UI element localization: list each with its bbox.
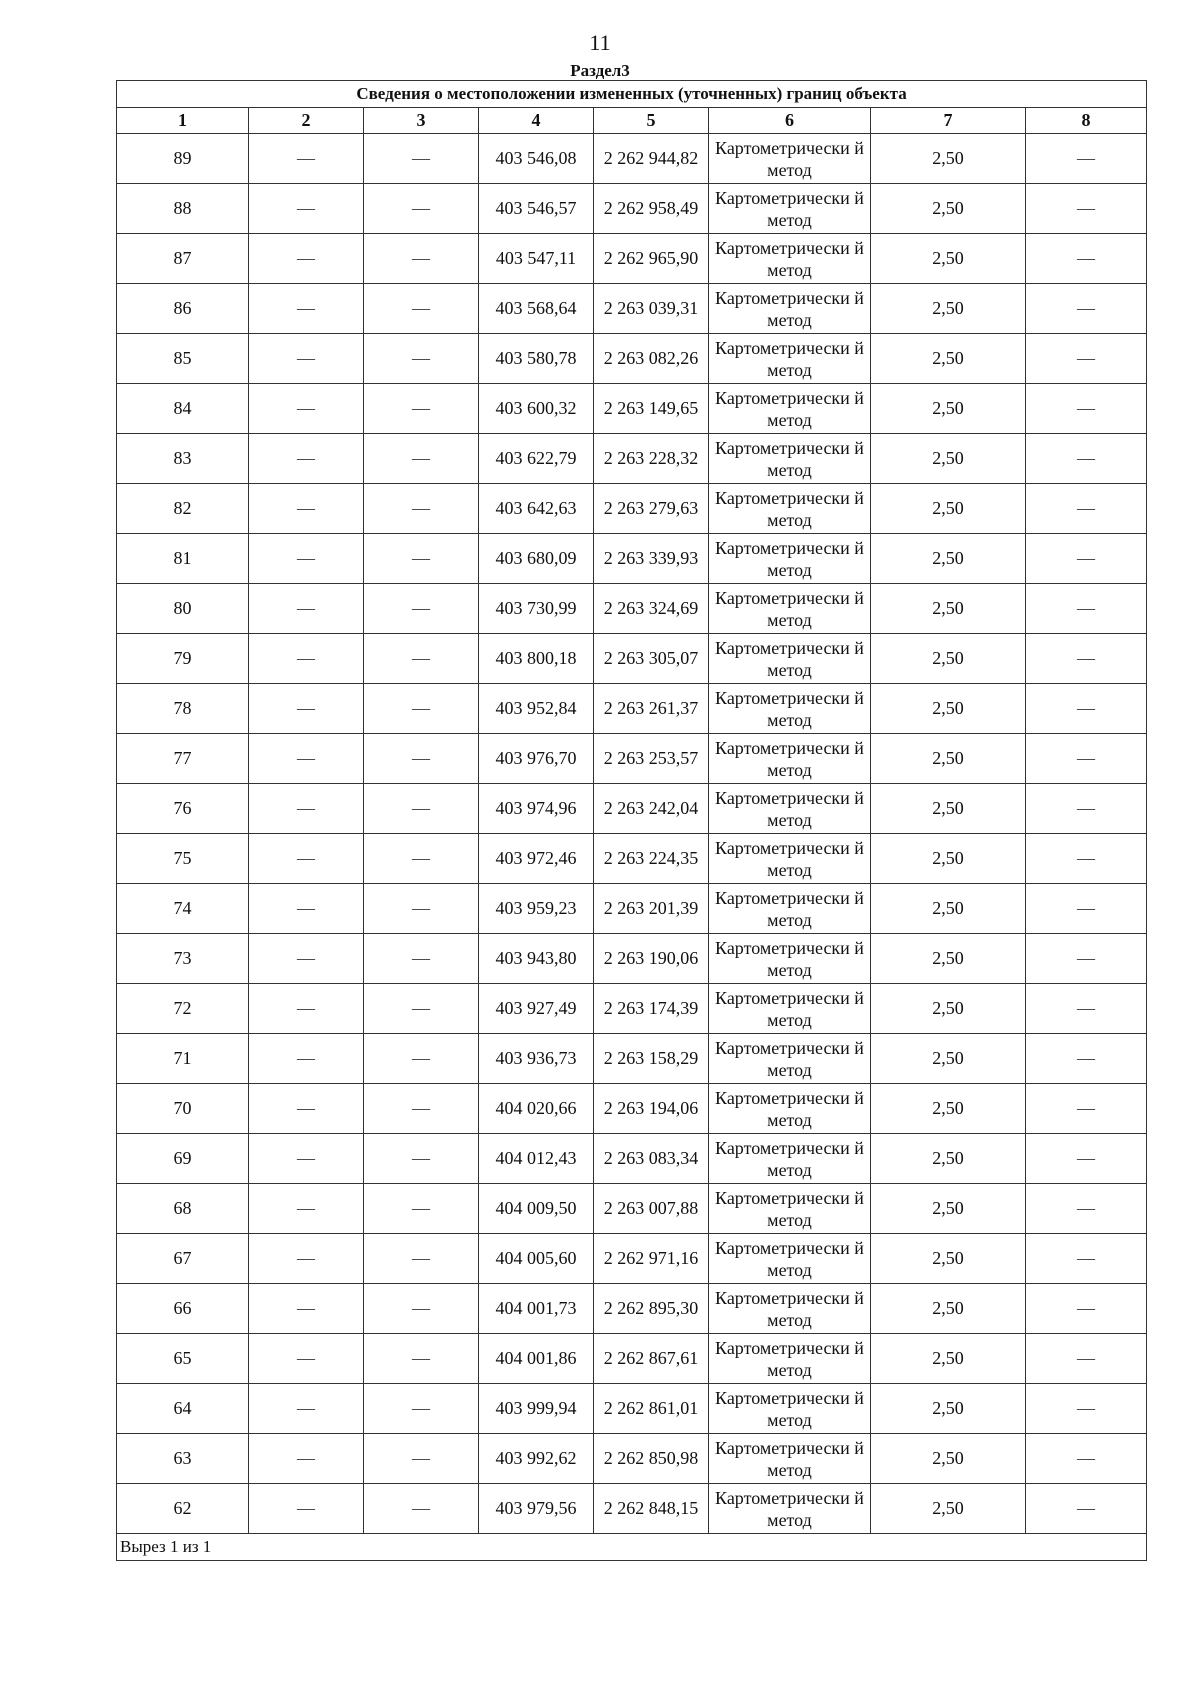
point-number-cell: 83 (117, 434, 249, 484)
x-coordinate-cell: 403 927,49 (479, 984, 594, 1034)
column-3-cell: — (364, 284, 479, 334)
method-cell: Картометрически й метод (709, 834, 871, 884)
accuracy-cell: 2,50 (871, 484, 1026, 534)
column-8-cell: — (1026, 1334, 1147, 1384)
accuracy-cell: 2,50 (871, 1284, 1026, 1334)
point-number-cell: 70 (117, 1084, 249, 1134)
y-coordinate-cell: 2 262 958,49 (594, 184, 709, 234)
table-row (117, 1434, 1147, 1484)
accuracy-cell: 2,50 (871, 434, 1026, 484)
column-2-cell: — (249, 1234, 364, 1284)
column-8-cell: — (1026, 784, 1147, 834)
column-3-cell: — (364, 734, 479, 784)
method-cell: Картометрически й метод (709, 1184, 871, 1234)
y-coordinate-cell: 2 263 083,34 (594, 1134, 709, 1184)
column-2-cell: — (249, 884, 364, 934)
table-row (117, 484, 1147, 534)
column-header: 1 (117, 108, 249, 134)
x-coordinate-cell: 404 001,73 (479, 1284, 594, 1334)
section-title: Раздел3 (570, 61, 630, 80)
x-coordinate-cell: 403 999,94 (479, 1384, 594, 1434)
column-2-cell: — (249, 1134, 364, 1184)
y-coordinate-cell: 2 263 305,07 (594, 634, 709, 684)
column-8-cell: — (1026, 484, 1147, 534)
column-3-cell: — (364, 484, 479, 534)
table-row (117, 1184, 1147, 1234)
x-coordinate-cell: 403 600,32 (479, 384, 594, 434)
x-coordinate-cell: 403 936,73 (479, 1034, 594, 1084)
column-8-cell: — (1026, 1034, 1147, 1084)
y-coordinate-cell: 2 262 895,30 (594, 1284, 709, 1334)
method-cell: Картометрически й метод (709, 134, 871, 184)
column-8-cell: — (1026, 184, 1147, 234)
x-coordinate-cell: 403 992,62 (479, 1434, 594, 1484)
column-3-cell: — (364, 634, 479, 684)
y-coordinate-cell: 2 263 194,06 (594, 1084, 709, 1134)
y-coordinate-cell: 2 263 324,69 (594, 584, 709, 634)
table-row (117, 784, 1147, 834)
method-cell: Картометрически й метод (709, 484, 871, 534)
point-number-cell: 87 (117, 234, 249, 284)
column-8-cell: — (1026, 634, 1147, 684)
point-number-cell: 68 (117, 1184, 249, 1234)
column-8-cell: — (1026, 684, 1147, 734)
column-3-cell: — (364, 1084, 479, 1134)
x-coordinate-cell: 403 976,70 (479, 734, 594, 784)
y-coordinate-cell: 2 262 867,61 (594, 1334, 709, 1384)
table-row (117, 884, 1147, 934)
method-cell: Картометрически й метод (709, 1284, 871, 1334)
column-8-cell: — (1026, 934, 1147, 984)
column-8-cell: — (1026, 1084, 1147, 1134)
column-3-cell: — (364, 1334, 479, 1384)
x-coordinate-cell: 403 979,56 (479, 1484, 594, 1534)
column-8-cell: — (1026, 1184, 1147, 1234)
column-3-cell: — (364, 1434, 479, 1484)
method-cell: Картометрически й метод (709, 1484, 871, 1534)
accuracy-cell: 2,50 (871, 384, 1026, 434)
table-row (117, 434, 1147, 484)
point-number-cell: 80 (117, 584, 249, 634)
column-2-cell: — (249, 834, 364, 884)
accuracy-cell: 2,50 (871, 934, 1026, 984)
point-number-cell: 88 (117, 184, 249, 234)
column-2-cell: — (249, 134, 364, 184)
y-coordinate-cell: 2 262 965,90 (594, 234, 709, 284)
column-8-cell: — (1026, 384, 1147, 434)
x-coordinate-cell: 404 001,86 (479, 1334, 594, 1384)
y-coordinate-cell: 2 263 339,93 (594, 534, 709, 584)
column-8-cell: — (1026, 134, 1147, 184)
point-number-cell: 73 (117, 934, 249, 984)
method-cell: Картометрически й метод (709, 1234, 871, 1284)
y-coordinate-cell: 2 263 201,39 (594, 884, 709, 934)
method-cell: Картометрически й метод (709, 684, 871, 734)
method-cell: Картометрически й метод (709, 284, 871, 334)
column-2-cell: — (249, 484, 364, 534)
column-3-cell: — (364, 1284, 479, 1334)
accuracy-cell: 2,50 (871, 184, 1026, 234)
column-2-cell: — (249, 434, 364, 484)
x-coordinate-cell: 403 730,99 (479, 584, 594, 634)
column-header-row (117, 108, 1147, 134)
table-row (117, 734, 1147, 784)
y-coordinate-cell: 2 262 848,15 (594, 1484, 709, 1534)
table-row (117, 1234, 1147, 1284)
method-cell: Картометрически й метод (709, 1384, 871, 1434)
column-2-cell: — (249, 1334, 364, 1384)
column-header: 6 (709, 108, 871, 134)
x-coordinate-cell: 403 642,63 (479, 484, 594, 534)
accuracy-cell: 2,50 (871, 1084, 1026, 1134)
y-coordinate-cell: 2 263 253,57 (594, 734, 709, 784)
y-coordinate-cell: 2 263 039,31 (594, 284, 709, 334)
column-8-cell: — (1026, 1284, 1147, 1334)
x-coordinate-cell: 403 959,23 (479, 884, 594, 934)
x-coordinate-cell: 403 943,80 (479, 934, 594, 984)
column-2-cell: — (249, 384, 364, 434)
point-number-cell: 66 (117, 1284, 249, 1334)
y-coordinate-cell: 2 263 190,06 (594, 934, 709, 984)
method-cell: Картометрически й метод (709, 984, 871, 1034)
table-caption: Сведения о местоположении измененных (уточненных) границ объекта (117, 81, 1147, 108)
method-cell: Картометрически й метод (709, 634, 871, 684)
method-cell: Картометрически й метод (709, 334, 871, 384)
accuracy-cell: 2,50 (871, 134, 1026, 184)
x-coordinate-cell: 403 568,64 (479, 284, 594, 334)
table-row (117, 1384, 1147, 1434)
x-coordinate-cell: 403 680,09 (479, 534, 594, 584)
column-8-cell: — (1026, 1484, 1147, 1534)
column-2-cell: — (249, 1284, 364, 1334)
point-number-cell: 64 (117, 1384, 249, 1434)
column-8-cell: — (1026, 834, 1147, 884)
table-row (117, 984, 1147, 1034)
column-2-cell: — (249, 1434, 364, 1484)
column-3-cell: — (364, 784, 479, 834)
column-3-cell: — (364, 1384, 479, 1434)
y-coordinate-cell: 2 263 261,37 (594, 684, 709, 734)
point-number-cell: 89 (117, 134, 249, 184)
table-row (117, 834, 1147, 884)
point-number-cell: 76 (117, 784, 249, 834)
x-coordinate-cell: 404 012,43 (479, 1134, 594, 1184)
point-number-cell: 74 (117, 884, 249, 934)
y-coordinate-cell: 2 263 279,63 (594, 484, 709, 534)
column-2-cell: — (249, 184, 364, 234)
accuracy-cell: 2,50 (871, 1334, 1026, 1384)
column-header: 8 (1026, 108, 1147, 134)
point-number-cell: 77 (117, 734, 249, 784)
column-8-cell: — (1026, 984, 1147, 1034)
table-row (117, 534, 1147, 584)
point-number-cell: 84 (117, 384, 249, 434)
point-number-cell: 78 (117, 684, 249, 734)
accuracy-cell: 2,50 (871, 684, 1026, 734)
column-3-cell: — (364, 384, 479, 434)
column-header: 5 (594, 108, 709, 134)
column-3-cell: — (364, 834, 479, 884)
accuracy-cell: 2,50 (871, 734, 1026, 784)
accuracy-cell: 2,50 (871, 1234, 1026, 1284)
y-coordinate-cell: 2 263 007,88 (594, 1184, 709, 1234)
point-number-cell: 63 (117, 1434, 249, 1484)
y-coordinate-cell: 2 263 228,32 (594, 434, 709, 484)
column-8-cell: — (1026, 434, 1147, 484)
table-row (117, 1084, 1147, 1134)
method-cell: Картометрически й метод (709, 434, 871, 484)
column-8-cell: — (1026, 234, 1147, 284)
x-coordinate-cell: 403 972,46 (479, 834, 594, 884)
y-coordinate-cell: 2 263 224,35 (594, 834, 709, 884)
x-coordinate-cell: 403 974,96 (479, 784, 594, 834)
accuracy-cell: 2,50 (871, 784, 1026, 834)
table-row (117, 1334, 1147, 1384)
method-cell: Картометрически й метод (709, 1334, 871, 1384)
point-number-cell: 82 (117, 484, 249, 534)
y-coordinate-cell: 2 262 861,01 (594, 1384, 709, 1434)
table-row (117, 134, 1147, 184)
table-row (117, 284, 1147, 334)
point-number-cell: 67 (117, 1234, 249, 1284)
table-row (117, 184, 1147, 234)
point-number-cell: 72 (117, 984, 249, 1034)
table-row (117, 934, 1147, 984)
point-number-cell: 86 (117, 284, 249, 334)
table-row (117, 1284, 1147, 1334)
column-2-cell: — (249, 1084, 364, 1134)
x-coordinate-cell: 403 622,79 (479, 434, 594, 484)
column-3-cell: — (364, 984, 479, 1034)
accuracy-cell: 2,50 (871, 984, 1026, 1034)
table-body (117, 134, 1147, 1534)
method-cell: Картометрически й метод (709, 884, 871, 934)
column-3-cell: — (364, 934, 479, 984)
table-row (117, 1034, 1147, 1084)
y-coordinate-cell: 2 263 082,26 (594, 334, 709, 384)
y-coordinate-cell: 2 263 174,39 (594, 984, 709, 1034)
accuracy-cell: 2,50 (871, 1034, 1026, 1084)
column-3-cell: — (364, 184, 479, 234)
accuracy-cell: 2,50 (871, 334, 1026, 384)
column-2-cell: — (249, 634, 364, 684)
column-2-cell: — (249, 984, 364, 1034)
column-2-cell: — (249, 1034, 364, 1084)
table-row (117, 334, 1147, 384)
y-coordinate-cell: 2 262 971,16 (594, 1234, 709, 1284)
x-coordinate-cell: 404 009,50 (479, 1184, 594, 1234)
point-number-cell: 81 (117, 534, 249, 584)
x-coordinate-cell: 404 005,60 (479, 1234, 594, 1284)
column-8-cell: — (1026, 584, 1147, 634)
accuracy-cell: 2,50 (871, 884, 1026, 934)
column-2-cell: — (249, 684, 364, 734)
column-header: 4 (479, 108, 594, 134)
column-2-cell: — (249, 234, 364, 284)
method-cell: Картометрически й метод (709, 384, 871, 434)
x-coordinate-cell: 403 546,08 (479, 134, 594, 184)
method-cell: Картометрически й метод (709, 784, 871, 834)
column-header: 3 (364, 108, 479, 134)
column-2-cell: — (249, 334, 364, 384)
point-number-cell: 85 (117, 334, 249, 384)
column-2-cell: — (249, 784, 364, 834)
column-3-cell: — (364, 584, 479, 634)
column-3-cell: — (364, 134, 479, 184)
method-cell: Картометрически й метод (709, 1434, 871, 1484)
x-coordinate-cell: 403 800,18 (479, 634, 594, 684)
y-coordinate-cell: 2 263 149,65 (594, 384, 709, 434)
accuracy-cell: 2,50 (871, 584, 1026, 634)
point-number-cell: 69 (117, 1134, 249, 1184)
method-cell: Картометрически й метод (709, 1034, 871, 1084)
column-header: 7 (871, 108, 1026, 134)
table-footer: Вырез 1 из 1 (117, 1534, 1147, 1561)
y-coordinate-cell: 2 263 158,29 (594, 1034, 709, 1084)
accuracy-cell: 2,50 (871, 284, 1026, 334)
column-8-cell: — (1026, 884, 1147, 934)
point-number-cell: 79 (117, 634, 249, 684)
column-2-cell: — (249, 1484, 364, 1534)
column-header: 2 (249, 108, 364, 134)
column-3-cell: — (364, 884, 479, 934)
column-8-cell: — (1026, 284, 1147, 334)
table-row (117, 584, 1147, 634)
column-2-cell: — (249, 534, 364, 584)
column-3-cell: — (364, 534, 479, 584)
table-row (117, 634, 1147, 684)
column-8-cell: — (1026, 1434, 1147, 1484)
point-number-cell: 71 (117, 1034, 249, 1084)
column-3-cell: — (364, 1034, 479, 1084)
table-row (117, 234, 1147, 284)
column-8-cell: — (1026, 1134, 1147, 1184)
accuracy-cell: 2,50 (871, 1134, 1026, 1184)
table-row (117, 684, 1147, 734)
column-3-cell: — (364, 1234, 479, 1284)
x-coordinate-cell: 403 546,57 (479, 184, 594, 234)
method-cell: Картометрически й метод (709, 534, 871, 584)
point-number-cell: 65 (117, 1334, 249, 1384)
accuracy-cell: 2,50 (871, 1184, 1026, 1234)
y-coordinate-cell: 2 262 944,82 (594, 134, 709, 184)
table-row (117, 1134, 1147, 1184)
point-number-cell: 62 (117, 1484, 249, 1534)
x-coordinate-cell: 403 952,84 (479, 684, 594, 734)
method-cell: Картометрически й метод (709, 584, 871, 634)
method-cell: Картометрически й метод (709, 734, 871, 784)
column-2-cell: — (249, 584, 364, 634)
x-coordinate-cell: 404 020,66 (479, 1084, 594, 1134)
accuracy-cell: 2,50 (871, 1484, 1026, 1534)
column-2-cell: — (249, 934, 364, 984)
method-cell: Картометрически й метод (709, 934, 871, 984)
column-2-cell: — (249, 1184, 364, 1234)
column-3-cell: — (364, 234, 479, 284)
method-cell: Картометрически й метод (709, 184, 871, 234)
column-8-cell: — (1026, 734, 1147, 784)
accuracy-cell: 2,50 (871, 834, 1026, 884)
accuracy-cell: 2,50 (871, 1434, 1026, 1484)
column-3-cell: — (364, 684, 479, 734)
method-cell: Картометрически й метод (709, 1134, 871, 1184)
y-coordinate-cell: 2 263 242,04 (594, 784, 709, 834)
column-3-cell: — (364, 434, 479, 484)
column-8-cell: — (1026, 534, 1147, 584)
table-row (117, 384, 1147, 434)
accuracy-cell: 2,50 (871, 234, 1026, 284)
column-8-cell: — (1026, 334, 1147, 384)
table-row (117, 1484, 1147, 1534)
column-3-cell: — (364, 1134, 479, 1184)
accuracy-cell: 2,50 (871, 634, 1026, 684)
accuracy-cell: 2,50 (871, 534, 1026, 584)
point-number-cell: 75 (117, 834, 249, 884)
column-3-cell: — (364, 334, 479, 384)
y-coordinate-cell: 2 262 850,98 (594, 1434, 709, 1484)
x-coordinate-cell: 403 547,11 (479, 234, 594, 284)
coordinates-table (116, 80, 1147, 1561)
column-8-cell: — (1026, 1384, 1147, 1434)
column-8-cell: — (1026, 1234, 1147, 1284)
method-cell: Картометрически й метод (709, 234, 871, 284)
column-2-cell: — (249, 1384, 364, 1434)
page-number: 11 (589, 30, 611, 55)
x-coordinate-cell: 403 580,78 (479, 334, 594, 384)
column-2-cell: — (249, 734, 364, 784)
accuracy-cell: 2,50 (871, 1384, 1026, 1434)
column-3-cell: — (364, 1484, 479, 1534)
column-2-cell: — (249, 284, 364, 334)
column-3-cell: — (364, 1184, 479, 1234)
method-cell: Картометрически й метод (709, 1084, 871, 1134)
